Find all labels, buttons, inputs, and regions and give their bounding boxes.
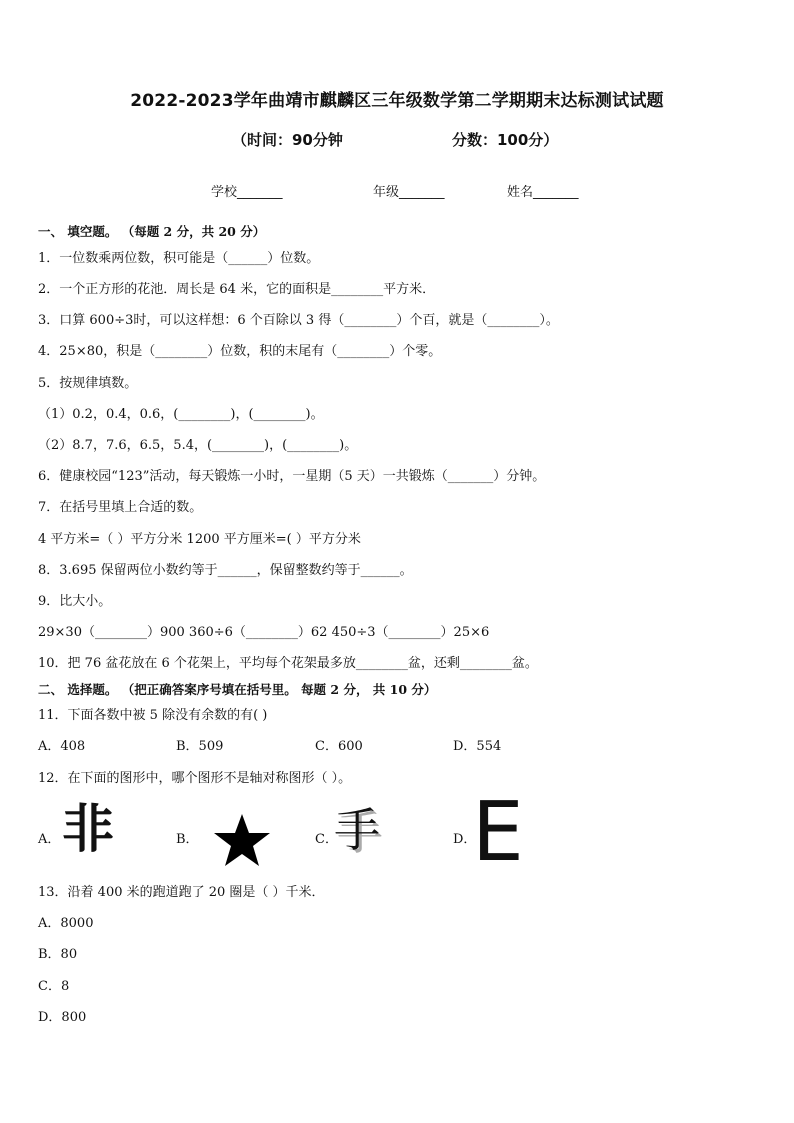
question-5-2: （2）8.7，7.6，6.5，5.4，(________)，(________)。 [38,438,358,453]
q13-option-b: B．80 [38,947,78,962]
question-3: 3．口算 600÷3时，可以这样想：6 个百除以 3 得（________）个百，就是（________）。 [38,313,559,328]
q11-option-c: C．600 [315,739,363,754]
question-2: 2．一个正方形的花池．周长是 64 米，它的面积是________平方米． [38,282,436,297]
question-9-items: 29×30（________）900 360÷6（________）62 450÷3（________）25×6 [38,625,490,640]
star-figure [212,812,272,868]
question-12: 12．在下面的图形中，哪个图形不是轴对称图形（ ）。 [38,771,352,786]
question-7-items: 4 平方米=（ ）平方分米 1200 平方厘米=( ）平方分米 [38,532,361,547]
letter-e-figure: E [472,785,524,880]
q11-option-b: B．509 [176,739,224,754]
page-title: 2022-2023学年曲靖市麒麟区三年级数学第二学期期末达标测试试题 [130,91,664,111]
q12-option-c: C． [315,832,338,847]
school-field[interactable]: 学校_______ [211,185,283,200]
exam-score: 分数：100分） [452,131,559,149]
question-6: 6．健康校园“123”活动，每天锻炼一小时，一星期（5 天）一共锻炼（_______）分钟。 [38,469,546,484]
question-13: 13．沿着 400 米的跑道跑了 20 圈是（ ）千米． [38,885,325,900]
question-11: 11．下面各数中被 5 除没有余数的有( ) [38,708,268,723]
q11-option-a: A．408 [38,739,86,754]
question-5-1: （1）0.2，0.4，0.6，(________)，(________)。 [38,407,324,422]
question-9: 9．比大小。 [38,594,112,609]
section2-heading: 二、 选择题。 （把正确答案序号填在括号里。 每题 2 分， 共 10 分） [38,682,437,697]
star-icon [212,812,272,868]
question-1: 1．一位数乘两位数，积可能是（______）位数。 [38,251,320,266]
q13-option-c: C．8 [38,979,70,994]
q11-option-d: D．554 [453,739,502,754]
fei-character-figure: 非 [62,800,115,860]
q12-option-d: D． [453,832,477,847]
q12-option-b: B． [176,832,199,847]
question-7: 7．在括号里填上合适的数。 [38,500,203,515]
question-8: 8．3.695 保留两位小数约等于______，保留整数约等于______。 [38,563,413,578]
exam-time: （时间：90分钟 [232,131,343,149]
question-4: 4．25×80，积是（________）位数，积的末尾有（________）个零。 [38,344,442,359]
question-5: 5．按规律填数。 [38,376,138,391]
name-field[interactable]: 姓名_______ [507,185,579,200]
q13-option-d: D．800 [38,1010,87,1025]
question-10: 10．把 76 盆花放在 6 个花架上，平均每个花架最多放________盆，还剩________盆。 [38,656,538,671]
grade-field[interactable]: 年级_______ [373,185,445,200]
section1-heading: 一、 填空题。 （每题 2 分，共 20 分） [38,224,266,239]
q12-option-a: A． [38,832,61,847]
q13-option-a: A．8000 [38,916,94,931]
shou-character-figure: 手 [334,803,380,857]
